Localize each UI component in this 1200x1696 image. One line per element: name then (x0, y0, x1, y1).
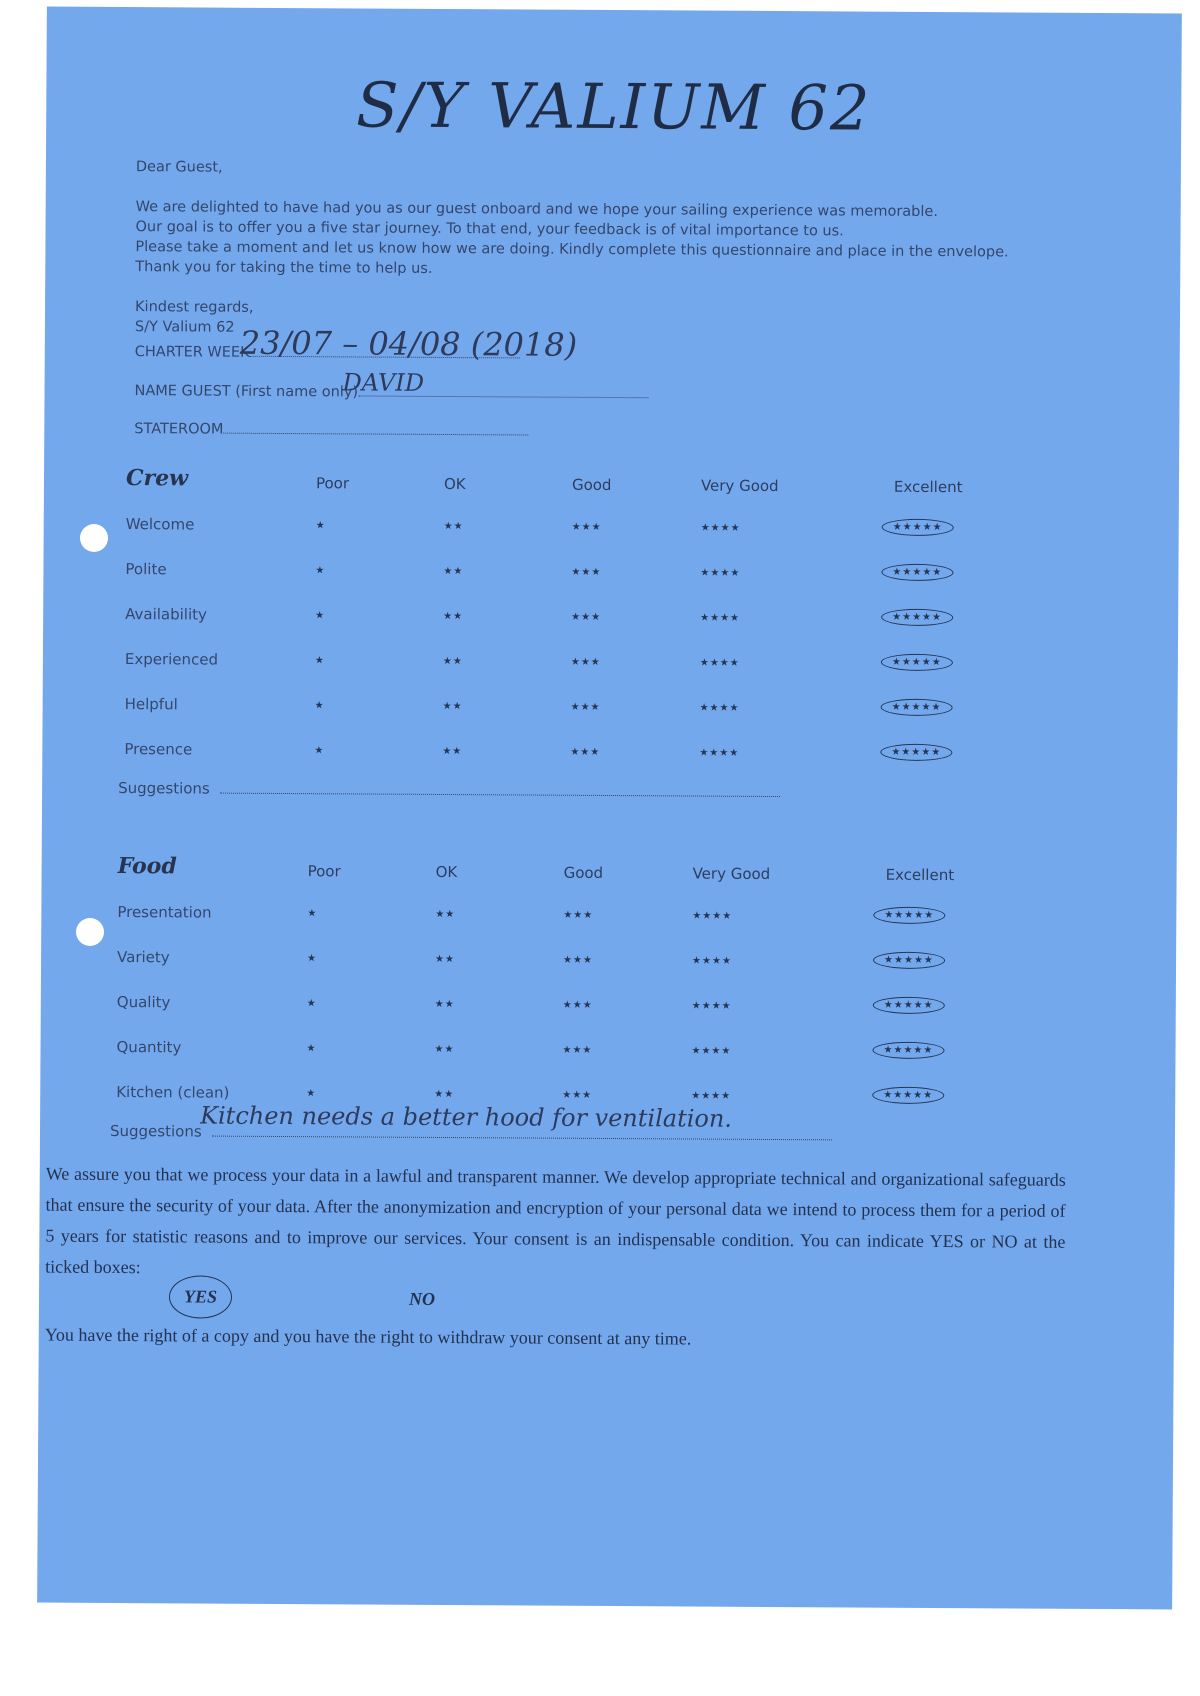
rights-statement: You have the right of a copy and you have the right to withdraw your consent at any time. (44, 1324, 692, 1349)
rating-option-3-star[interactable]: ★★★ (571, 566, 602, 578)
rating-option-5-star[interactable]: ★★★★★ (881, 654, 953, 671)
rating-option-3-star[interactable]: ★★★ (562, 1044, 593, 1056)
rating-row (125, 605, 1065, 656)
letter-line: Please take a moment and let us know how we are doing. Kindly complete this questionnaire and place in the envelope. (135, 239, 1009, 261)
rating-option-1-star[interactable]: ★ (307, 953, 318, 965)
stateroom-label: STATEROOM (134, 421, 224, 438)
rating-option-3-star[interactable]: ★★★ (570, 701, 601, 713)
food-title: Food (117, 852, 177, 880)
rating-row-label: Presence (124, 740, 193, 759)
rating-option-5-star[interactable]: ★★★★★ (882, 519, 954, 536)
rating-row (124, 695, 1064, 746)
crew-section (124, 465, 1066, 791)
rating-option-1-star[interactable]: ★ (307, 908, 318, 920)
rating-option-4-star[interactable]: ★★★★ (692, 910, 733, 922)
rating-row (117, 903, 1057, 954)
rating-row-label: Variety (117, 947, 170, 967)
crew-suggestions-label: Suggestions (118, 778, 210, 798)
rating-row-label: Quantity (116, 1037, 182, 1057)
rating-option-5-star[interactable]: ★★★★★ (872, 1087, 944, 1104)
rating-option-5-star[interactable]: ★★★★★ (873, 952, 945, 969)
rating-option-3-star[interactable]: ★★★ (571, 521, 602, 533)
crew-title: Crew (125, 465, 189, 492)
rating-option-4-star[interactable]: ★★★★ (691, 1090, 732, 1102)
rating-option-2-star[interactable]: ★★ (443, 565, 464, 578)
rating-option-3-star[interactable]: ★★★ (570, 746, 601, 758)
rating-row (117, 993, 1057, 1044)
rating-option-2-star[interactable]: ★★ (442, 655, 463, 668)
rating-option-2-star[interactable]: ★★ (434, 1043, 455, 1056)
food-suggestions-line (212, 1136, 832, 1141)
greeting: Dear Guest, (135, 159, 223, 176)
privacy-statement: We assure you that we process your data in a lawful and transparent manner. We develop appropriate technical and organizational safeguards that ensure the security of your data. After the anonymization and encryption of your personal data we intend to process them for a period of 5 years for statistic reasons and to improve our services. Your consent is an indispensable condition. You can indicate YES or NO at the ticked boxes: (45, 1163, 1066, 1278)
rating-option-3-star[interactable]: ★★★ (562, 1089, 593, 1101)
rating-row (117, 948, 1057, 999)
food-suggestions-label: Suggestions (109, 1121, 202, 1141)
col-excellent: Excellent (885, 865, 955, 885)
rating-option-4-star[interactable]: ★★★★ (700, 567, 741, 579)
col-ok: OK (443, 474, 466, 494)
rating-row (116, 1038, 1056, 1089)
intro-letter (135, 157, 1009, 342)
rating-option-3-star[interactable]: ★★★ (563, 954, 594, 966)
signature: S/Y Valium 62 (134, 319, 235, 336)
consent-yes-option[interactable]: YES (169, 1275, 232, 1318)
rating-option-2-star[interactable]: ★★ (435, 908, 456, 921)
rating-option-4-star[interactable]: ★★★★ (700, 612, 741, 624)
rating-option-5-star[interactable]: ★★★★★ (872, 1042, 944, 1059)
rating-option-4-star[interactable]: ★★★★ (691, 1000, 732, 1012)
col-good: Good (563, 863, 604, 882)
rating-option-4-star[interactable]: ★★★★ (699, 747, 740, 759)
rating-option-2-star[interactable]: ★★ (443, 520, 464, 533)
boat-title: S/Y VALIUM 62 (355, 68, 872, 145)
rating-option-5-star[interactable]: ★★★★★ (873, 997, 945, 1014)
rating-option-4-star[interactable]: ★★★★ (699, 702, 740, 714)
rating-row-label: Presentation (117, 902, 212, 922)
rating-option-1-star[interactable]: ★ (315, 610, 326, 622)
rating-option-4-star[interactable]: ★★★★ (699, 657, 740, 669)
rating-option-4-star[interactable]: ★★★★ (692, 955, 732, 967)
col-excellent: Excellent (893, 477, 963, 497)
rating-option-1-star[interactable]: ★ (306, 1043, 317, 1055)
rating-option-5-star[interactable]: ★★★★★ (881, 564, 953, 581)
rating-option-2-star[interactable]: ★★ (435, 953, 456, 966)
rating-option-1-star[interactable]: ★ (306, 998, 317, 1010)
stateroom-line (223, 433, 528, 436)
rating-option-4-star[interactable]: ★★★★ (691, 1045, 732, 1057)
consent-no-option[interactable]: NO (408, 1288, 436, 1309)
rating-option-2-star[interactable]: ★★ (434, 998, 455, 1011)
rating-option-1-star[interactable]: ★ (314, 655, 325, 667)
rating-option-3-star[interactable]: ★★★ (570, 656, 601, 668)
guest-name-label: NAME GUEST (First name only) (134, 383, 359, 401)
crew-suggestions[interactable] (118, 779, 780, 801)
rating-option-3-star[interactable]: ★★★ (563, 909, 594, 921)
punch-hole (80, 524, 108, 552)
questionnaire-sheet (37, 7, 1182, 1610)
rating-option-5-star[interactable]: ★★★★★ (881, 609, 953, 626)
closing: Kindest regards, (135, 299, 254, 316)
rating-option-5-star[interactable]: ★★★★★ (881, 699, 953, 716)
col-poor: Poor (307, 862, 341, 881)
rating-row-label: Polite (125, 560, 167, 579)
letter-line: We are delighted to have had you as our guest onboard and we hope your sailing experience was memorable. (135, 199, 939, 220)
food-suggestions-handwriting: Kitchen needs a better hood for ventilation. (200, 1101, 733, 1133)
rating-row (125, 560, 1065, 611)
rating-row-label: Kitchen (clean) (116, 1082, 230, 1102)
rating-option-1-star[interactable]: ★ (314, 700, 325, 712)
rating-row-label: Availability (125, 605, 207, 624)
stateroom-field[interactable] (134, 421, 528, 439)
rating-option-5-star[interactable]: ★★★★★ (873, 907, 945, 924)
col-very-good: Very Good (692, 864, 771, 883)
rating-option-4-star[interactable]: ★★★★ (700, 522, 741, 534)
food-section (116, 853, 1058, 1134)
rating-option-2-star[interactable]: ★★ (442, 745, 463, 758)
rating-row-label: Helpful (124, 695, 178, 714)
punch-hole (76, 918, 104, 946)
charter-week-label: CHARTER WEEK (134, 344, 250, 361)
rating-row (125, 650, 1065, 701)
rating-option-2-star[interactable]: ★★ (434, 1088, 455, 1101)
col-ok: OK (435, 862, 458, 882)
col-very-good: Very Good (700, 476, 779, 496)
rating-option-2-star[interactable]: ★★ (443, 610, 464, 623)
letter-line: Thank you for taking the time to help us. (135, 259, 433, 277)
rating-option-5-star[interactable]: ★★★★★ (880, 744, 952, 761)
crew-suggestions-line[interactable] (220, 793, 780, 797)
rating-option-1-star[interactable]: ★ (314, 745, 325, 757)
rating-option-2-star[interactable]: ★★ (442, 700, 463, 713)
rating-option-1-star[interactable]: ★ (315, 520, 326, 532)
rating-row-label: Experienced (124, 650, 219, 669)
rating-row-label: Quality (116, 992, 171, 1012)
rating-option-3-star[interactable]: ★★★ (571, 611, 602, 623)
rating-row-label: Welcome (125, 515, 195, 534)
col-poor: Poor (315, 474, 350, 493)
charter-week-handwriting: 23/07 – 04/08 (2018) (239, 323, 578, 364)
rating-option-1-star[interactable]: ★ (315, 565, 326, 577)
guest-name-handwriting: DAVID (342, 368, 425, 397)
col-good: Good (571, 475, 612, 495)
letter-line: Our goal is to offer you a five star journey. To that end, your feedback is of vital importance to us. (135, 219, 844, 240)
rating-row (126, 515, 1066, 566)
rating-option-1-star[interactable]: ★ (306, 1088, 317, 1100)
rating-option-3-star[interactable]: ★★★ (562, 999, 593, 1011)
